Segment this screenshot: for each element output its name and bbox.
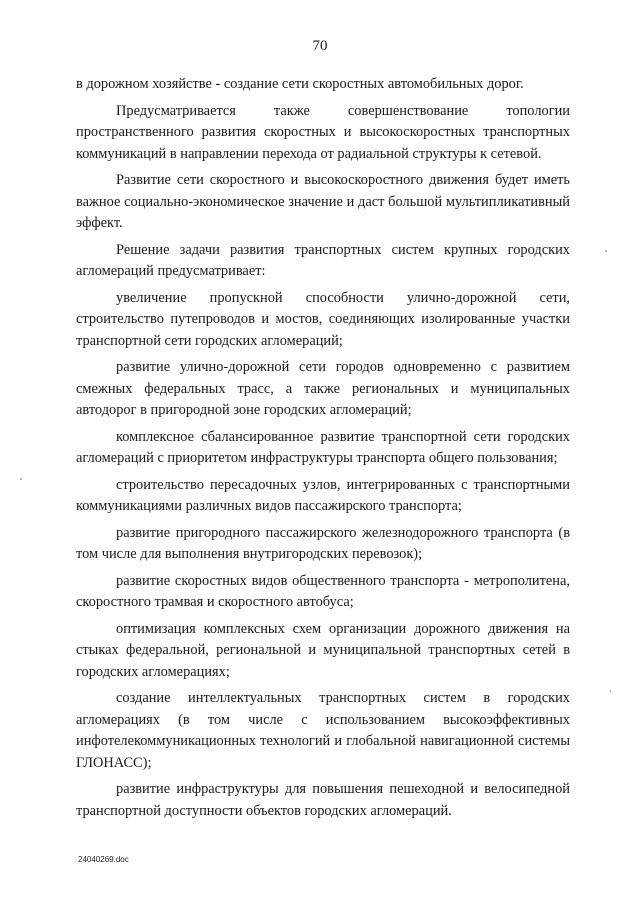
page-number: 70: [312, 38, 328, 54]
list-item: развитие инфраструктуры для повышения пешеходной и велосипедной транспортной доступности объектов городских агломераций.: [76, 781, 570, 819]
paragraph-continuation: в дорожном хозяйстве - создание сети скоростных автомобильных дорог.: [76, 76, 524, 92]
list-item: строительство пересадочных узлов, интегрированных с транспортными коммуникациями различных видов пассажирского транспорта;: [76, 476, 570, 514]
scan-speck: [20, 478, 22, 480]
list-item: оптимизация комплексных схем организации дорожного движения на стыках федеральной, региональной и муниципальной транспортных сетей в городских агломерациях;: [76, 620, 570, 680]
paragraph: Предусматривается также совершенствование топологии пространственного развития скоростных и высокоскоростных транспортных коммуникаций в направлении перехода от радиальной структуры к сетевой.: [76, 102, 570, 162]
paragraph: Решение задачи развития транспортных систем крупных городских агломераций предусматривает:: [76, 241, 570, 279]
list-item: развитие улично-дорожной сети городов одновременно с развитием смежных федеральных трасс, а также региональных и муниципальных автодорог в пригородной зоне городских агломераций;: [76, 359, 570, 418]
scan-speck: [610, 690, 611, 692]
scan-speck: [605, 250, 607, 252]
list-item: развитие пригородного пассажирского железнодорожного транспорта (в том числе для выполнения внутригородских перевозок);: [76, 524, 570, 562]
list-item: комплексное сбалансированное развитие транспортной сети городских агломераций с приоритетом инфраструктуры транспорта общего пользования;: [76, 428, 570, 466]
list-item: создание интеллектуальных транспортных систем в городских агломерациях (в том числе с использованием высокоэффективных инфотелекоммуникационных технологий и глобальной навигационной системы ГЛОНАСС);: [76, 690, 570, 771]
list-item: развитие скоростных видов общественного транспорта - метрополитена, скоростного трамвая и скоростного автобуса;: [76, 572, 570, 610]
document-body: [76, 74, 570, 827]
footer-filename: 24040269.doc: [78, 855, 129, 864]
paragraph: Развитие сети скоростного и высокоскоростного движения будет иметь важное социально-экономическое значение и даст большой мультипликативный эффект.: [76, 172, 570, 231]
list-item: увеличение пропускной способности улично-дорожной сети, строительство путепроводов и мостов, соединяющих изолированные участки транспортной сети городских агломераций;: [76, 289, 570, 349]
